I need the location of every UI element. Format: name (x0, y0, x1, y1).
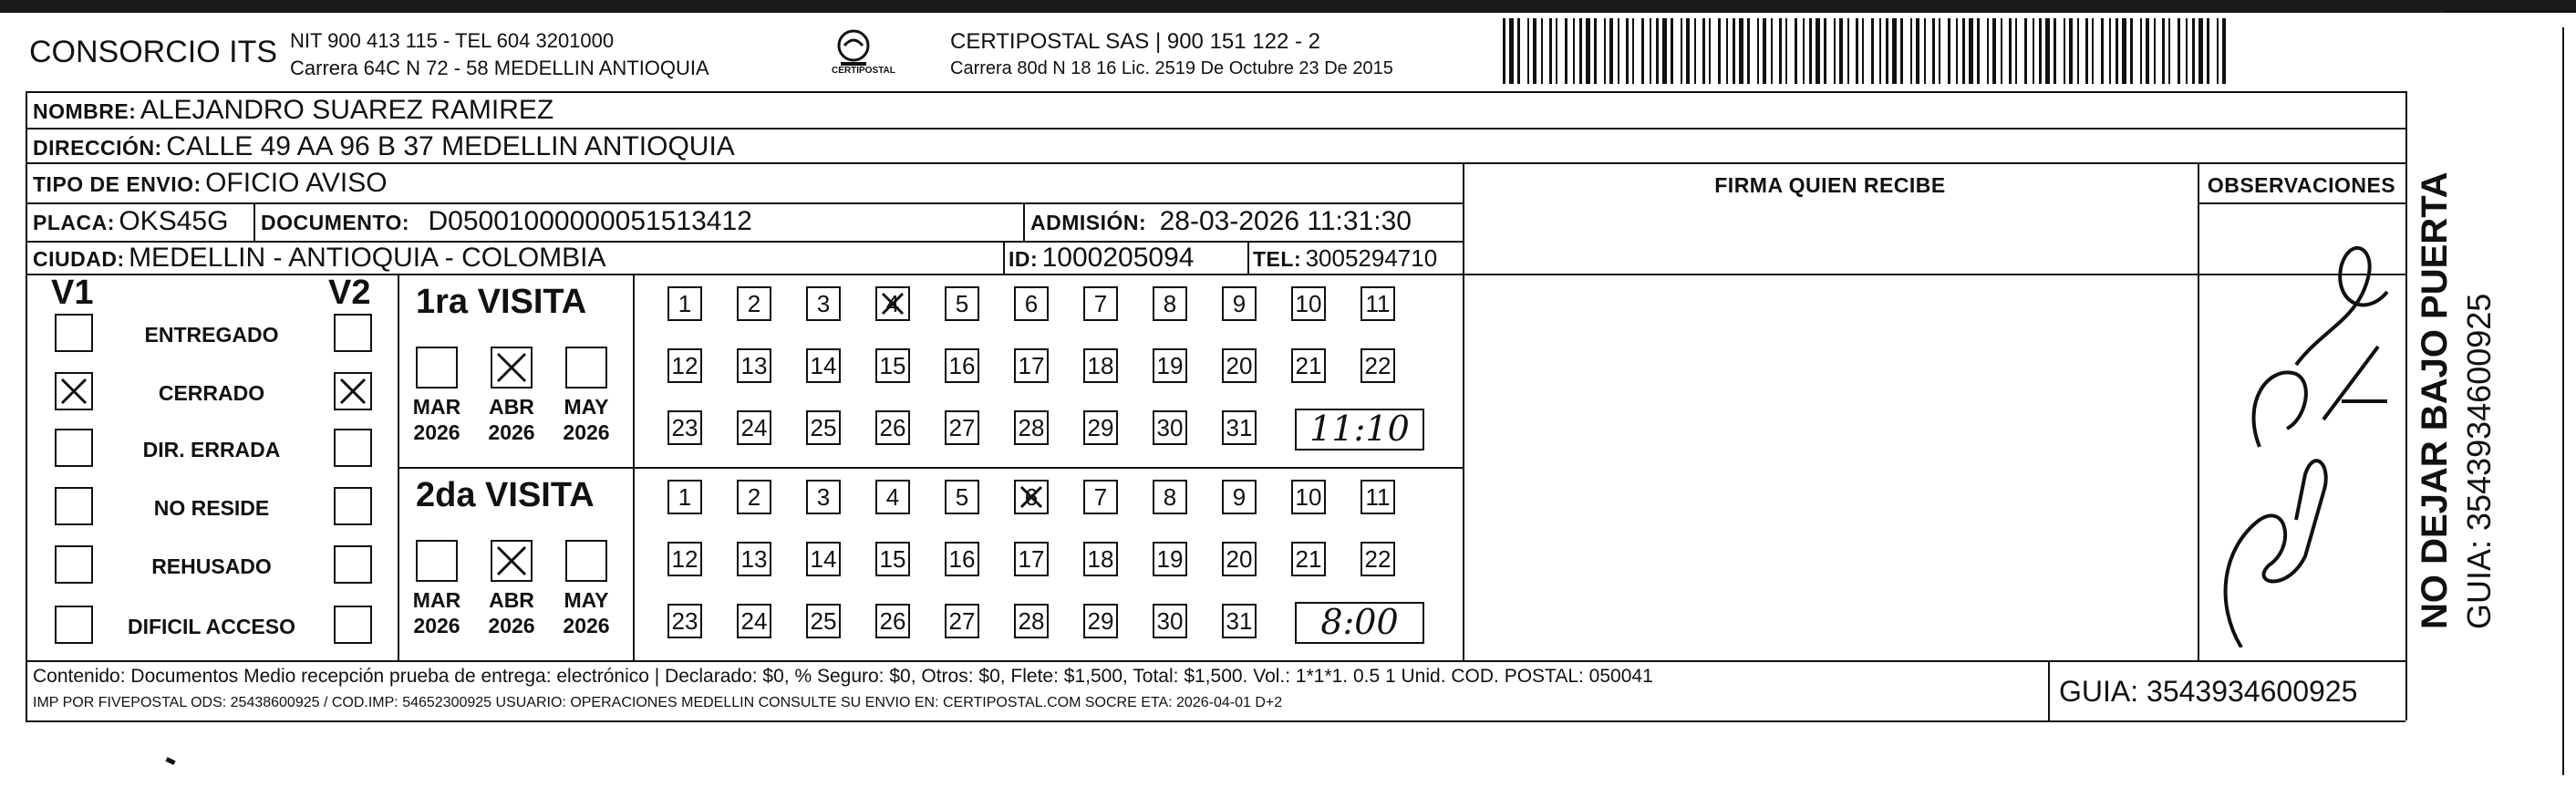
v1-checkbox[interactable] (55, 606, 93, 644)
tel-row (1253, 244, 1437, 273)
day-box[interactable]: 10 (1291, 286, 1326, 321)
company-name: CONSORCIO ITS (29, 35, 278, 69)
day-box[interactable]: 30 (1153, 604, 1187, 638)
nombre-row (33, 95, 553, 126)
status-label: CERRADO (158, 381, 265, 405)
day-box[interactable]: 22 (1360, 348, 1395, 383)
day-box[interactable]: 1 (667, 286, 702, 321)
company-nit: NIT 900 413 115 - TEL 604 3201000 (290, 29, 615, 52)
month-checkbox[interactable] (416, 347, 458, 388)
day-box[interactable]: 23 (667, 410, 702, 445)
v2-checkbox[interactable] (334, 314, 372, 352)
ciudad-label: CIUDAD: (33, 247, 125, 271)
admision-label: ADMISIÓN: (1030, 211, 1147, 234)
v2-checkbox[interactable] (334, 545, 372, 584)
day-box[interactable]: 11 (1360, 480, 1395, 514)
day-box[interactable]: 3 (806, 480, 841, 514)
day-box[interactable]: 13 (737, 542, 771, 576)
month-checkbox[interactable] (565, 540, 607, 582)
month-checkbox[interactable] (491, 540, 533, 582)
top-edge-bar (0, 0, 2576, 13)
direccion-row (33, 131, 735, 162)
placa-row (33, 206, 228, 237)
v2-checkbox[interactable] (334, 606, 372, 644)
day-box[interactable]: 31 (1222, 604, 1257, 638)
id-label: ID: (1009, 247, 1039, 271)
tipo-envio-row (33, 168, 388, 199)
observaciones-label: OBSERVACIONES (2207, 173, 2396, 197)
day-box[interactable]: 5 (945, 480, 979, 514)
v2-checkbox[interactable] (334, 487, 372, 525)
day-box[interactable]: 25 (806, 410, 841, 445)
v2-checkbox[interactable] (334, 429, 372, 467)
day-box[interactable]: 25 (806, 604, 841, 638)
day-box[interactable]: 21 (1291, 542, 1326, 576)
day-box[interactable]: 27 (945, 604, 979, 638)
day-box[interactable]: 14 (806, 348, 841, 383)
month-label: MAR 2026 (412, 395, 461, 444)
admision-row (1030, 206, 1412, 237)
stray-mark (165, 757, 175, 765)
logo-caption: CERTIPOSTAL (832, 66, 895, 76)
day-box[interactable]: 27 (945, 410, 979, 445)
day-box[interactable]: 20 (1222, 542, 1257, 576)
day-box[interactable]: 17 (1014, 348, 1049, 383)
day-box[interactable]: 16 (945, 348, 979, 383)
month-checkbox[interactable] (416, 540, 458, 582)
tel-value: 3005294710 (1305, 244, 1438, 272)
nombre-value: ALEJANDRO SUAREZ RAMIREZ (140, 95, 554, 125)
day-box[interactable]: 16 (945, 542, 979, 576)
ciudad-row (33, 243, 606, 274)
handwritten-signature (2205, 219, 2396, 647)
day-box[interactable]: 13 (737, 348, 771, 383)
day-box[interactable]: 18 (1083, 542, 1118, 576)
visit-title: 1ra VISITA (416, 283, 587, 321)
v1-checkbox[interactable] (55, 314, 93, 352)
day-box[interactable]: 20 (1222, 348, 1257, 383)
v1-checkbox[interactable] (55, 487, 93, 525)
month-checkbox[interactable] (491, 347, 533, 388)
day-box[interactable]: 31 (1222, 410, 1257, 445)
day-box[interactable]: 8 (1153, 286, 1187, 321)
day-box[interactable]: 3 (806, 286, 841, 321)
day-box[interactable]: 14 (806, 542, 841, 576)
day-box[interactable]: 15 (875, 348, 910, 383)
tel-label: TEL: (1253, 247, 1302, 271)
day-box[interactable]: 4 (875, 286, 910, 321)
day-box[interactable]: 7 (1083, 480, 1118, 514)
day-box[interactable]: 17 (1014, 542, 1049, 576)
direccion-label: DIRECCIÓN: (33, 136, 162, 160)
courier-address: Carrera 80d N 18 16 Lic. 2519 De Octubre 23 De 2015 (950, 58, 1393, 78)
v1-header: V1 (51, 274, 94, 312)
day-box[interactable]: 30 (1153, 410, 1187, 445)
day-box[interactable]: 28 (1014, 410, 1049, 445)
no-dejar-bajo-puerta: NO DEJAR BAJO PUERTA (2415, 171, 2455, 629)
day-box[interactable]: 26 (875, 410, 910, 445)
day-box[interactable]: 11 (1360, 286, 1395, 321)
firma-label: FIRMA QUIEN RECIBE (1714, 173, 1946, 197)
ciudad-value: MEDELLIN - ANTIOQUIA - COLOMBIA (129, 243, 606, 273)
day-box[interactable]: 6 (1014, 286, 1049, 321)
status-label: ENTREGADO (144, 323, 279, 347)
day-box[interactable]: 28 (1014, 604, 1049, 638)
placa-value: OKS45G (119, 206, 229, 236)
visit-title: 2da VISITA (416, 476, 595, 514)
guia-footer: GUIA: 3543934600925 (2059, 675, 2358, 708)
day-box[interactable]: 9 (1222, 286, 1257, 321)
visit-time-box[interactable]: 11:10 (1295, 409, 1424, 451)
tipo-envio-value: OFICIO AVISO (205, 168, 388, 198)
v1-checkbox[interactable] (55, 429, 93, 467)
day-box[interactable]: 8 (1153, 480, 1187, 514)
v1-checkbox[interactable] (55, 545, 93, 584)
day-box[interactable]: 19 (1153, 542, 1187, 576)
documento-label: DOCUMENTO: (261, 211, 410, 234)
visit-time-box[interactable]: 8:00 (1295, 602, 1424, 644)
month-label: MAY 2026 (563, 588, 610, 637)
day-box[interactable]: 24 (737, 410, 771, 445)
courier-name: CERTIPOSTAL SAS | 900 151 122 - 2 (950, 29, 1320, 54)
status-label: DIR. ERRADA (142, 438, 281, 461)
company-address: Carrera 64C N 72 - 58 MEDELLIN ANTIOQUIA (290, 57, 709, 79)
status-label: DIFICIL ACCESO (127, 615, 295, 638)
day-box[interactable]: 12 (667, 542, 702, 576)
month-label: ABR 2026 (488, 395, 535, 444)
day-box[interactable]: 29 (1083, 410, 1118, 445)
day-box[interactable]: 7 (1083, 286, 1118, 321)
day-box[interactable]: 21 (1291, 348, 1326, 383)
day-box[interactable]: 18 (1083, 348, 1118, 383)
placa-label: PLACA: (33, 211, 115, 234)
certipostal-logo (832, 26, 875, 69)
side-guia: GUIA: 3543934600925 (2460, 293, 2498, 629)
day-box[interactable]: 1 (667, 480, 702, 514)
id-value: 1000205094 (1041, 243, 1195, 273)
v2-checkbox[interactable] (334, 372, 372, 410)
tipo-envio-label: TIPO DE ENVIO: (33, 172, 202, 196)
contenido-text: Contenido: Documentos Medio recepción prueba de entrega: electrónico | Declarado: $0, % Seguro: $0, Otros: $0, Flete: $1,500, Total: $1,500. Vol.: 1*1*1. 0.5 1 Unid. COD. POSTAL: 050041 (33, 666, 1653, 687)
barcode (1501, 18, 2230, 84)
day-box[interactable]: 12 (667, 348, 702, 383)
month-label: MAR 2026 (412, 588, 461, 637)
nombre-label: NOMBRE: (33, 99, 137, 123)
id-row (1009, 243, 1194, 274)
v1-checkbox[interactable] (55, 372, 93, 410)
status-label: REHUSADO (151, 554, 272, 578)
day-box[interactable]: 29 (1083, 604, 1118, 638)
month-label: MAY 2026 (563, 395, 610, 444)
imp-text: IMP POR FIVEPOSTAL ODS: 25438600925 / COD.IMP: 54652300925 USUARIO: OPERACIONES MEDELLIN CONSULTE SU ENVIO EN: CERTIPOSTAL.COM SOCRE ETA: 2026-04-01 D+2 (33, 695, 1283, 710)
day-box[interactable]: 22 (1360, 542, 1395, 576)
direccion-value: CALLE 49 AA 96 B 37 MEDELLIN ANTIOQUIA (166, 131, 735, 161)
admision-value: 28-03-2026 11:31:30 (1159, 206, 1412, 236)
day-box[interactable]: 4 (875, 480, 910, 514)
month-checkbox[interactable] (565, 347, 607, 388)
documento-value: D05001000000051513412 (428, 206, 752, 236)
day-box[interactable]: 23 (667, 604, 702, 638)
day-box[interactable]: 10 (1291, 480, 1326, 514)
day-box[interactable]: 15 (875, 542, 910, 576)
status-label: NO RESIDE (153, 496, 270, 520)
v2-header: V2 (328, 274, 371, 312)
day-box[interactable]: 2 (737, 286, 771, 321)
day-box[interactable]: 19 (1153, 348, 1187, 383)
day-box[interactable]: 5 (945, 286, 979, 321)
documento-row (261, 206, 752, 237)
day-box[interactable]: 2 (737, 480, 771, 514)
day-box[interactable]: 24 (737, 604, 771, 638)
day-box[interactable]: 6 (1014, 480, 1049, 514)
day-box[interactable]: 9 (1222, 480, 1257, 514)
month-label: ABR 2026 (488, 588, 535, 637)
day-box[interactable]: 26 (875, 604, 910, 638)
